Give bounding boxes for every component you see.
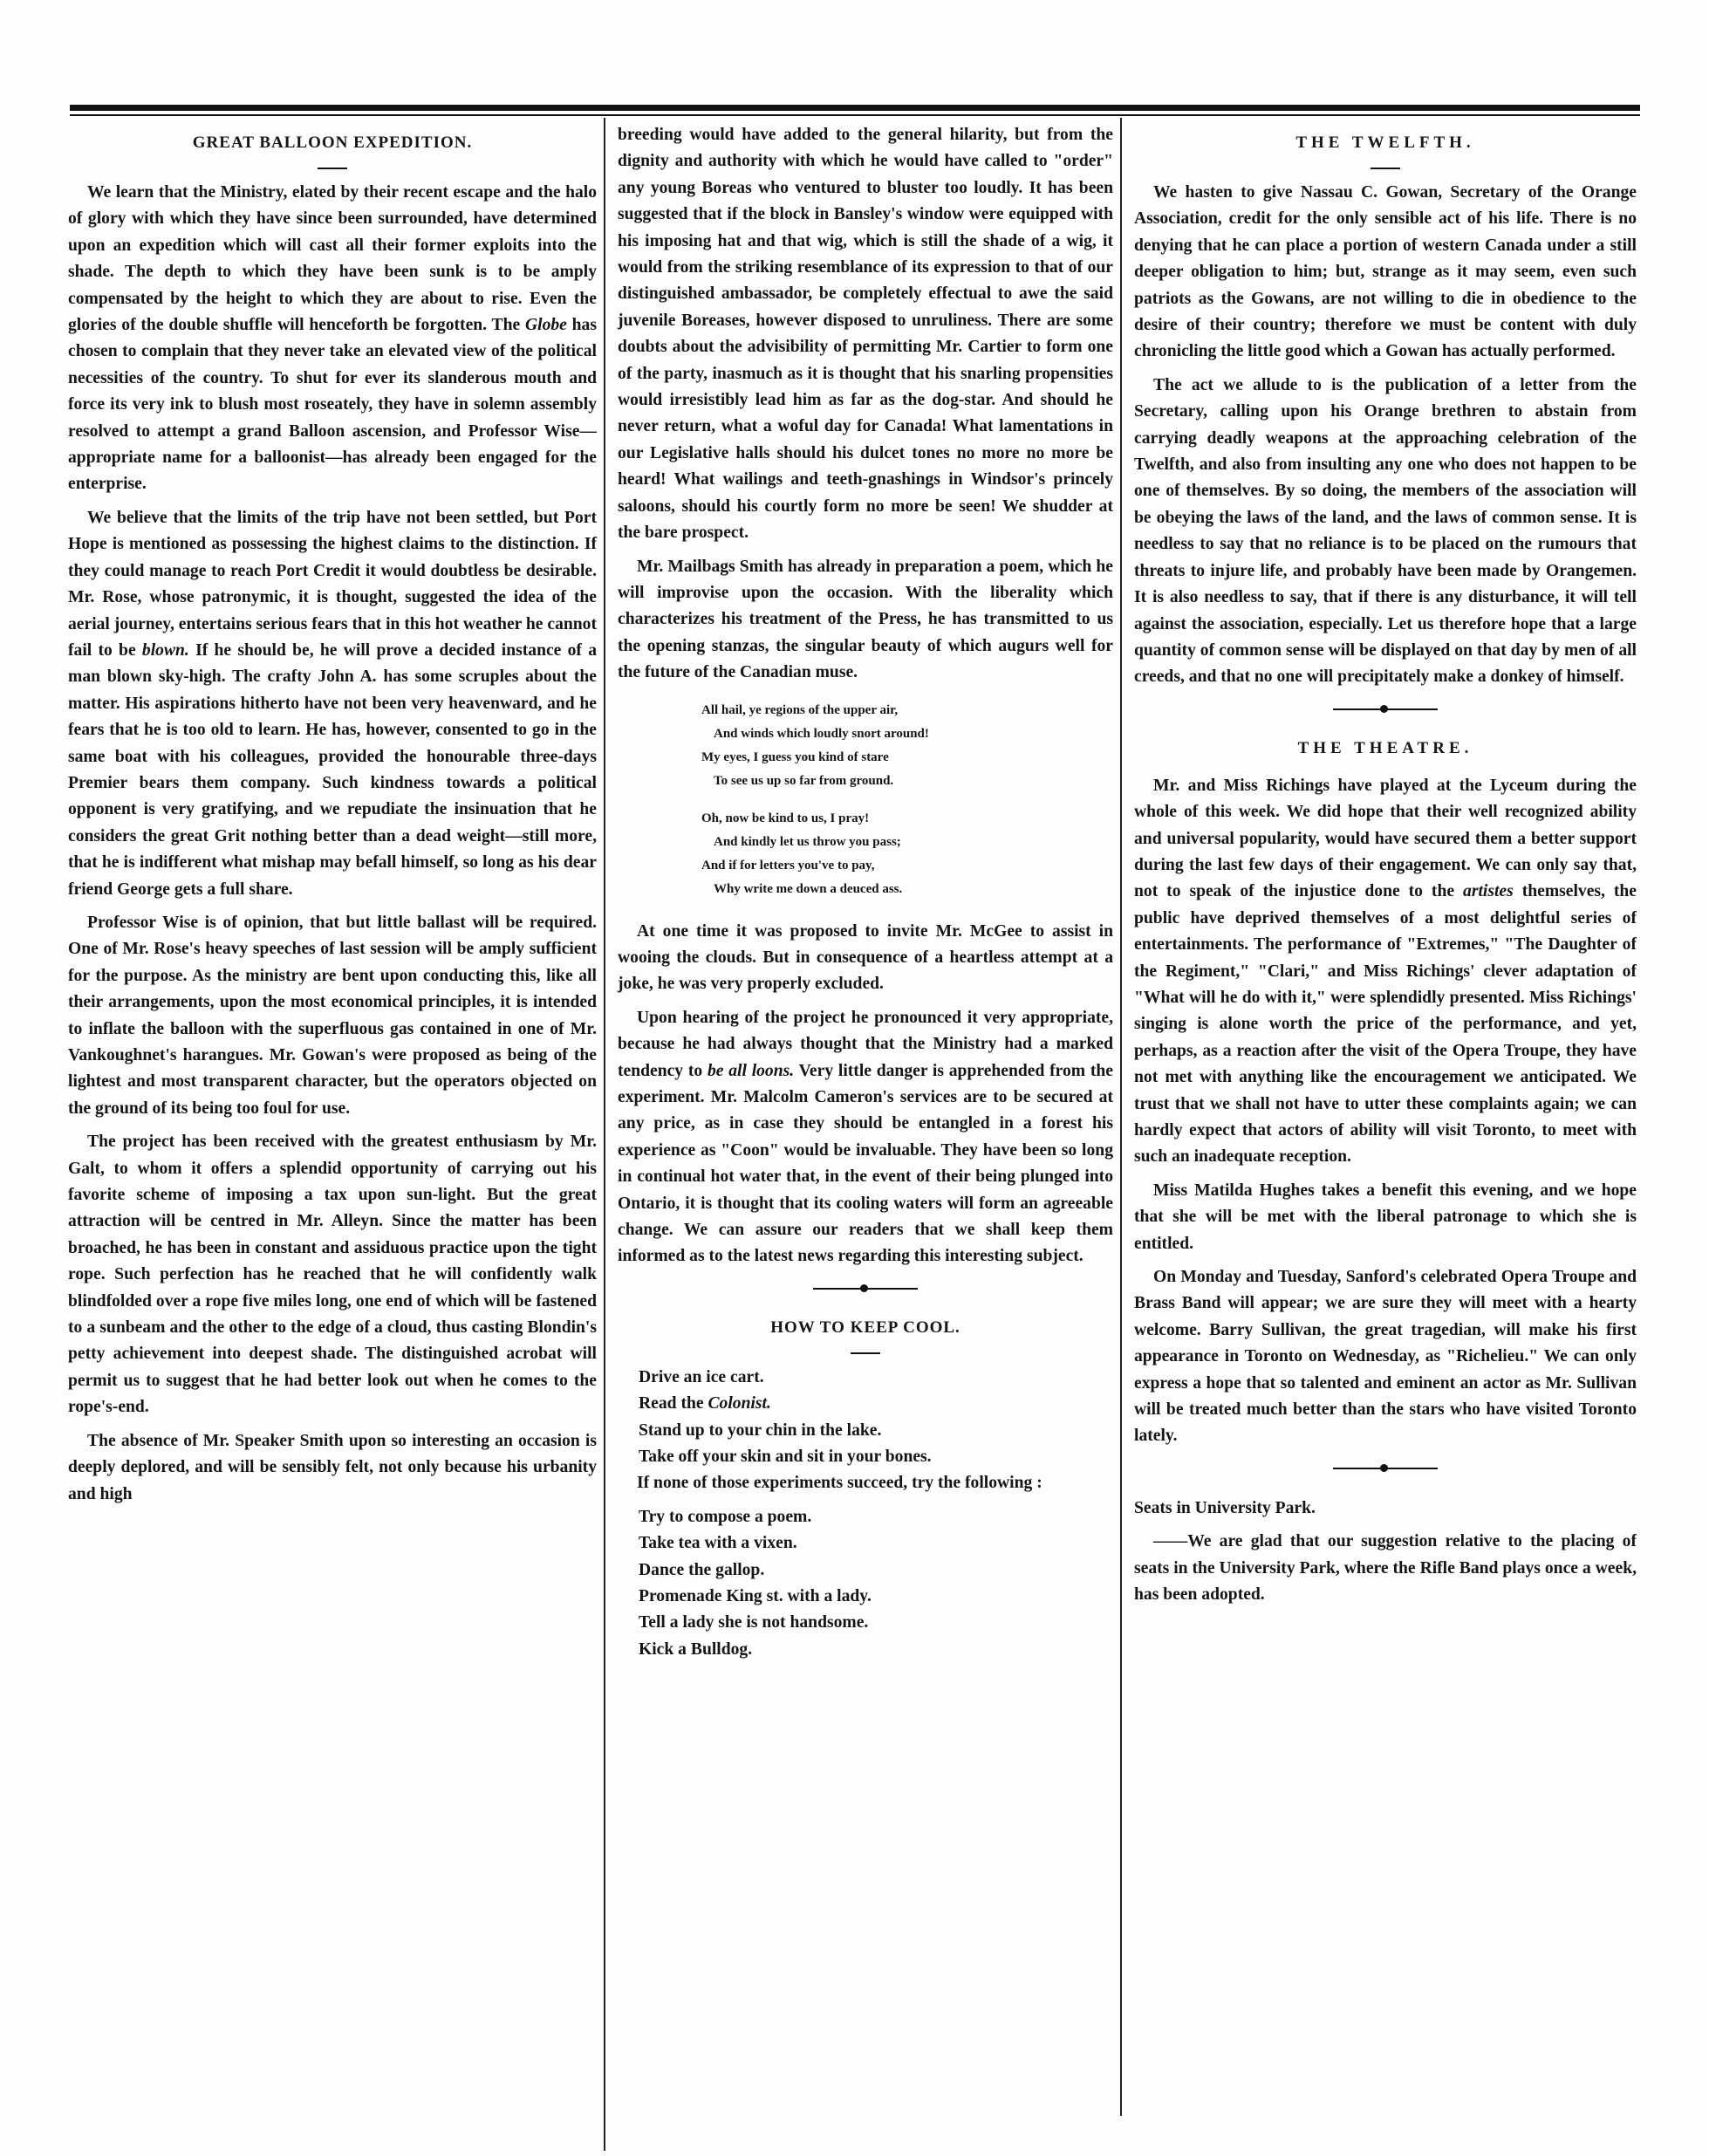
poem-line: And kindly let us throw you pass; [714,834,901,849]
list-item: Try to compose a poem. [639,1507,812,1526]
seats-paragraph: ——We are glad that our suggestion relative to the placing of seats in the University Park, where the Rifle Band plays once a week, has been adopted. [1134,1532,1637,1605]
article-title-twelfth: THE TWELFTH. [1295,133,1475,152]
poem [701,699,1113,901]
balloon-paragraph-8: At one time it was proposed to invite Mr. McGee to assist in wooing the clouds. But in consequence of a heartless attempt at a joke, he was very properly excluded. [618,921,1113,994]
column-1 [68,122,600,2120]
balloon-paragraph-5: The absence of Mr. Speaker Smith upon so interesting an occasion is deeply deplored, and will be sensibly felt, not only because his urbanity and high [68,1431,597,1503]
list-item: Tell a lady she is not handsome. [639,1613,869,1632]
theatre-paragraph-2: Miss Matilda Hughes takes a benefit this evening, and we hope that she will be met with the liberal patronage to which she is entitled. [1134,1181,1637,1253]
section-ornament [813,1288,918,1290]
list-item: Take tea with a vixen. [639,1534,797,1553]
top-rule-thin [70,114,1640,116]
list-item: Promenade King st. with a lady. [639,1587,872,1606]
column-divider-1 [604,118,605,2151]
top-rule-thick [70,105,1640,111]
title-dash [318,168,347,169]
list-item: Kick a Bulldog. [639,1639,753,1659]
poem-line: My eyes, I guess you kind of stare [701,749,889,764]
list-item: Stand up to your chin in the lake. [639,1420,882,1440]
section-ornament [1333,1468,1438,1469]
list-item: Take off your skin and sit in your bones. [639,1448,932,1467]
column-divider-2 [1120,118,1122,2116]
balloon-paragraph-7: Mr. Mailbags Smith has already in preparation a poem, which he will improvise upon the occasion. With the liberality which characterizes his treatment of the Press, he has transmitted to us the opening stanzas, the singular beauty of which augurs well for the future of the Canadian muse. [618,557,1113,682]
poem-line: All hail, ye regions of the upper air, [701,702,899,717]
poem-line: Oh, now be kind to us, I pray! [701,811,870,825]
poem-line: And winds which loudly snort around! [714,726,929,741]
balloon-paragraph-2: We believe that the limits of the trip have not been settled, but Port Hope is mentioned as possessing the highest claims to the distinction. If they could manage to reach Port Credit it would doubtless be desirable. Mr. Rose, whose patronymic, it is thought, suggested the idea of the aerial journey, entertains serious fears that in this hot weather he cannot fail to be blown. If he should be, he will prove a decided instance of a man blown sky-high. The crafty John A. has some scruples about the matter. His aspirations hitherto have not been very heavenward, and he fears that he is too old to learn. He has, however, consented to go in the same boat with his colleagues, provided the honourable three-days Premier bears them company. Such kindness towards a political opponent is very gratifying, and we repudiate the insinuation that he considers the great Grit nothing better than a dead weight—still more, that he is indifferent what mishap may befall himself, so long as his dear friend George gets a full share. [68,508,598,899]
list-item: Dance the gallop. [639,1560,765,1579]
theatre-paragraph-3: On Monday and Tuesday, Sanford's celebrated Opera Troupe and Brass Band will appear; we are sure they will meet with a hearty welcome. Barry Sullivan, the great tragedian, will make his first appearance in Toronto on Wednesday, as "Richelieu." We can only express a hope that so talented and eminent an actor as Mr. Sullivan will be treated much better than the stars who have visited Toronto lately. [1134,1268,1637,1446]
balloon-paragraph-3: Professor Wise is of opinion, that but little ballast will be required. One of Mr. Rose's heavy speeches of last session will be amply sufficient for the purpose. As the ministry are bent upon conducting this, like all their arrangements, upon the most economical principles, it is intended to inflate the balloon with the superfluous gas contained in one of Mr. Vankoughnet's harangues. Mr. Gowan's were proposed as being of the lightest and most transparent character, but the operators objected on the ground of its being too foul for use. [68,913,597,1118]
poem-line: And if for letters you've to pay, [701,858,875,873]
twelfth-paragraph-2: The act we allude to is the publication of a letter from the Secretary, calling upon his Orange brethren to abstain from carrying deadly weapons at the approaching celebration of the Twelfth, and also from insulting any one who does not happen to be one of themselves. By so doing, the members of the association will be obeying the laws of the land, and the laws of common sense. It is needless to say that no reliance is to be placed on the rumours that threats to injure life, and probably have been made by Orangemen. It is also needless to say, that if there is any disturbance, it will tell against the association, especially. Let us therefore hope that a large quantity of common sense will be displayed on that day by men of all creeds, and that no one will precipitately make a donkey of himself. [1134,375,1637,687]
column-3 [1127,122,1637,2120]
twelfth-paragraph-1: We hasten to give Nassau C. Gowan, Secretary of the Orange Association, credit for the only sensible act of his life. There is no denying that he can place a portion of western Canada under a still deeper obligation to him; but, strange as it may seem, even such patriots as the Gowans, are not willing to die in obedience to the desire of their country; therefore we must be content with duly chronicling the little good which a Gowan has actually performed. [1134,183,1637,361]
balloon-paragraph-9: Upon hearing of the project he pronounced it very appropriate, because he had always thought that the Ministry had a marked tendency to be all loons. Very little danger is apprehended from the experiment. Mr. Malcolm Cameron's services are to be secured at any price, as in case they should be entangled in a forest his experience as "Coon" would be invaluable. They have been so long in continual hot water that, in the event of their being plunged into Ontario, it is thought that its cooling waters will form an agreeable change. We can assure our readers that we shall keep them informed as to the latest news regarding this interesting subject. [618,1008,1114,1266]
poem-line: Why write me down a deuced ass. [714,881,903,896]
seats-heading: Seats in University Park. [1134,1498,1316,1517]
title-dash [1371,168,1400,169]
list-item: Read the Colonist. [639,1394,771,1413]
balloon-paragraph-6: breeding would have added to the general hilarity, but from the dignity and authority with which he would have called to "order" any young Boreas who ventured to bluster too loudly. It has been suggested that if the block in Bansley's window were equipped with his imposing hat and that wig, which is still the shade of a wig, it would from the striking resemblance of its expression to that of our distinguished ambassador, be completely effectual to awe the said juvenile Boreases, however disposed to unruliness. There are some doubts about the advisibility of permitting Mr. Cartier to form one of the party, inasmuch as it is thought that his snarling propensities would irresistibly lead him as far as the dog-star. And should he never return, what a woful day for Canada! What lamentations in our Legislative halls should his dulcet tones no more no more be heard! What wailings and teeth-gnashings in Windsor's princely saloons, should his courtly form no more be seen! We shudder at the bare prospect. [618,126,1113,543]
cool-list-2 [618,1504,1113,1663]
title-dash [851,1352,880,1354]
article-title-cool: HOW TO KEEP COOL. [770,1318,960,1337]
balloon-paragraph-1: We learn that the Ministry, elated by their recent escape and the halo of glory with which they have since been surrounded, have determined upon an expedition which will cast all their former exploits into the shade. The depth to which they have been sunk is to be amply compensated by the height to which they are about to rise. Even the glories of the double shuffle will henceforth be forgotten. The Globe has chosen to complain that they never take an elevated view of the political necessities of the country. To shut for ever its slanderous mouth and force its very ink to blush most roseately, they have in solemn assembly resolved to attempt a grand Balloon ascension, and Professor Wise—appropriate name for a balloonist—has already been engaged for the enterprise. [68,183,597,494]
theatre-paragraph-1: Mr. and Miss Richings have played at the Lyceum during the whole of this week. We did hope that their well recognized ability and universal popularity, would have secured them a better support during the last few days of their engagement. We can only say that, not to speak of the injustice done to the artistes themselves, the public have deprived themselves of a most delightful series of entertainments. The performance of "Extremes," "The Daughter of the Regiment," "Clari," and Miss Richings' clever adaptation of "What will he do with it," were splendidly presented. Miss Richings' singing is alone worth the price of the performance, and yet, perhaps, as a reaction after the visit of the Opera Troupe, they have not met with anything like the encouragement we anticipated. We trust that we shall not have to utter these complaints again; we can hardly expect that actors of ability will visit Toronto, to meet with such an inadequate reception. [1134,776,1637,1167]
list-item: Drive an ice cart. [639,1367,764,1386]
column-2 [611,122,1117,2120]
cool-intro: If none of those experiments succeed, try the following : [637,1474,1042,1493]
article-title-balloon: GREAT BALLOON EXPEDITION. [192,133,473,152]
poem-line: To see us up so far from ground. [714,773,894,788]
cool-list [618,1365,1113,1471]
balloon-paragraph-4: The project has been received with the greatest enthusiasm by Mr. Galt, to whom it offers a splendid opportunity of carrying out his favorite scheme of imposing a tax upon sun-light. But the great attraction will be centred in Mr. Alleyn. Since the matter has been broached, he has been in constant and assiduous practice upon the tight rope. Such perfection has he reached that he will confidently walk blindfolded over a rope five miles long, one end of which will be fastened to a sunbeam and the other to the edge of a cloud, thus casting Blondin's petty achievement into deepest shade. The distinguished acrobat will permit us to suggest that he had better look out when he comes to the rope's-end. [68,1133,597,1417]
article-title-theatre: THE THEATRE. [1297,738,1473,757]
section-ornament [1333,708,1438,710]
